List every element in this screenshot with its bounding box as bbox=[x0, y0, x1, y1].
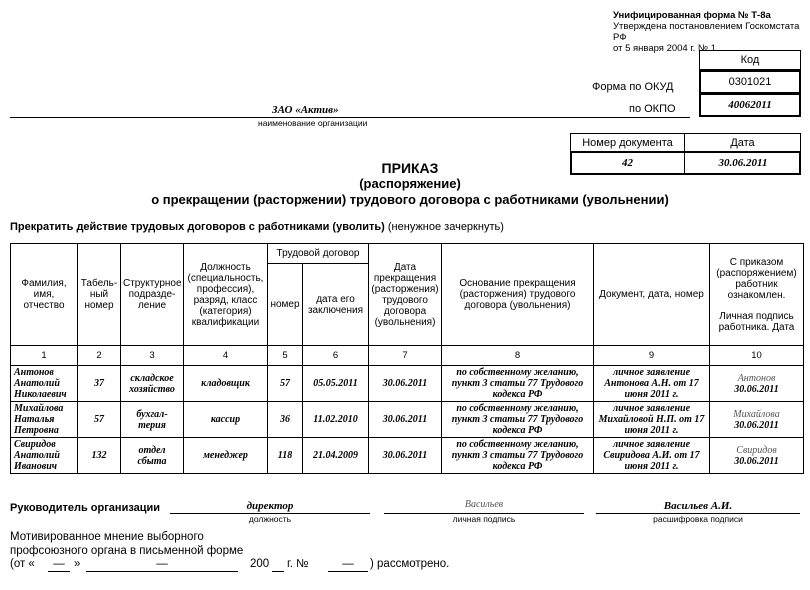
union-month: — bbox=[156, 558, 168, 570]
organization-name: ЗАО «Актив» bbox=[272, 104, 339, 116]
head-name-caption: расшифровка подписи bbox=[653, 514, 743, 524]
table-row bbox=[11, 438, 804, 474]
cell-basis: по собственному желанию, пункт 3 статьи 77 Трудового кодекса РФ bbox=[442, 402, 594, 438]
header-contract-date: дата его заключения bbox=[303, 264, 369, 346]
cell-document: личное заявление Свиридова А.И. от 17 июня 2011 г. bbox=[594, 438, 710, 474]
union-line1: Мотивированное мнение выборного bbox=[10, 531, 204, 543]
union-close-quote: » bbox=[74, 558, 81, 570]
cell-document: личное заявление Антонова А.Н. от 17 июня 2011 г. bbox=[594, 366, 710, 402]
col-number: 6 bbox=[303, 346, 369, 366]
header-contract-number: номер bbox=[268, 264, 303, 346]
form-title: Унифицированная форма № Т-8а bbox=[613, 10, 771, 21]
header-contract: Трудовой договор bbox=[268, 244, 369, 264]
header-tab-number: Табель-ный номер bbox=[78, 244, 121, 346]
union-line2: профсоюзного органа в письменной форме bbox=[10, 545, 244, 557]
union-year-suffix: г. № bbox=[287, 558, 309, 570]
header-fio: Фамилия, имя, отчество bbox=[11, 244, 78, 346]
title-subject: о прекращении (расторжении) трудового договора с работниками (увольнении) bbox=[151, 192, 669, 207]
union-year-line bbox=[272, 571, 284, 572]
cell-dismissal-date: 30.06.2011 bbox=[369, 402, 442, 438]
col-number: 2 bbox=[78, 346, 121, 366]
cell-position: кладовщик bbox=[184, 366, 268, 402]
cell-contract-number: 118 bbox=[268, 438, 303, 474]
union-open: (от « bbox=[10, 558, 35, 570]
union-month-line bbox=[86, 571, 238, 572]
cell-tab: 37 bbox=[78, 366, 121, 402]
union-number: — bbox=[342, 558, 354, 570]
okud-label: Форма по ОКУД bbox=[592, 81, 674, 93]
cell-basis: по собственному желанию, пункт 3 статьи 77 Трудового кодекса РФ bbox=[442, 366, 594, 402]
sign-date: 30.06.2011 bbox=[734, 419, 779, 431]
cell-basis: по собственному желанию, пункт 3 статьи 77 Трудового кодекса РФ bbox=[442, 438, 594, 474]
col-number: 10 bbox=[710, 346, 804, 366]
head-label: Руководитель организации bbox=[10, 502, 161, 514]
cell-document: личное заявление Михайловой Н.П. от 17 июня 2011 г. bbox=[594, 402, 710, 438]
header-position: Должность (специальность, профессия), разряд, класс (категория) квалификации bbox=[184, 244, 268, 346]
cell-tab: 57 bbox=[78, 402, 121, 438]
head-position-caption: должность bbox=[248, 514, 292, 524]
doc-number: 42 bbox=[622, 157, 633, 169]
cell-fio: Свиридов Анатолий Иванович bbox=[11, 438, 78, 474]
header-basis: Основание прекращения (расторжения) трудового договора (увольнения) bbox=[442, 244, 594, 346]
col-number: 4 bbox=[184, 346, 268, 366]
okpo-value: 40062011 bbox=[699, 93, 801, 117]
title-order: ПРИКАЗ bbox=[381, 160, 439, 176]
col-number: 7 bbox=[369, 346, 442, 366]
col-number: 1 bbox=[11, 346, 78, 366]
sign-date: 30.06.2011 bbox=[734, 455, 779, 467]
sign-date: 30.06.2011 bbox=[734, 383, 779, 395]
cell-dismissal-date: 30.06.2011 bbox=[369, 366, 442, 402]
cell-acknowledgement bbox=[710, 402, 804, 438]
col-number: 8 bbox=[442, 346, 594, 366]
dismissal-table bbox=[10, 243, 804, 474]
union-line3 bbox=[10, 558, 480, 572]
instruction-text: Прекратить действие трудовых договоров с работниками (уволить) bbox=[10, 221, 385, 233]
okpo-label: по ОКПО bbox=[629, 103, 676, 115]
organization-caption: наименование организации bbox=[258, 118, 368, 128]
col-number: 5 bbox=[268, 346, 303, 366]
instruction-note: (ненужное зачеркнуть) bbox=[387, 221, 504, 233]
header-dismissal-date: Дата прекращения (расторжения) трудового договора (увольнения) bbox=[369, 244, 442, 346]
cell-position: менеджер bbox=[184, 438, 268, 474]
cell-contract-date: 05.05.2011 bbox=[303, 366, 369, 402]
form-approval-date: от 5 января 2004 г. № 1 bbox=[613, 43, 717, 54]
cell-tab: 132 bbox=[78, 438, 121, 474]
cell-unit: складское хозяйство bbox=[121, 366, 184, 402]
cell-unit: бухгал-терия bbox=[121, 402, 184, 438]
cell-acknowledgement bbox=[710, 366, 804, 402]
doc-number-header: Номер документа bbox=[570, 133, 685, 152]
cell-contract-number: 57 bbox=[268, 366, 303, 402]
cell-position: кассир bbox=[184, 402, 268, 438]
col-number: 9 bbox=[594, 346, 710, 366]
employee-signature: Антонов bbox=[737, 372, 776, 384]
cell-contract-date: 21.04.2009 bbox=[303, 438, 369, 474]
union-year-prefix: 200 bbox=[250, 558, 270, 570]
table-row bbox=[11, 402, 804, 438]
head-signature-caption: личная подпись bbox=[452, 514, 516, 524]
title-instruction: (распоряжение) bbox=[359, 176, 461, 191]
doc-date-header: Дата bbox=[684, 133, 801, 152]
okud-value: 0301021 bbox=[699, 70, 801, 94]
cell-contract-date: 11.02.2010 bbox=[303, 402, 369, 438]
doc-date: 30.06.2011 bbox=[718, 157, 768, 169]
cell-dismissal-date: 30.06.2011 bbox=[369, 438, 442, 474]
head-name: Васильев А.И. bbox=[663, 500, 733, 512]
form-approval: Утверждена постановлением Госкомстата РФ bbox=[613, 21, 800, 43]
col-number: 3 bbox=[121, 346, 184, 366]
cell-contract-number: 36 bbox=[268, 402, 303, 438]
header-document: Документ, дата, номер bbox=[594, 244, 710, 346]
employee-signature: Михайлова bbox=[733, 408, 780, 420]
cell-fio: Михайлова Наталья Петровна bbox=[11, 402, 78, 438]
header-unit: Структурное подразде-ление bbox=[121, 244, 184, 346]
cell-fio: Антонов Анатолий Николаевич bbox=[11, 366, 78, 402]
union-number-line bbox=[328, 571, 368, 572]
header-acknowledged: С приказом (распоряжением) работник ознакомлен. Личная подпись работника. Дата bbox=[710, 244, 804, 346]
union-tail: ) рассмотрено. bbox=[370, 558, 450, 570]
cell-acknowledgement bbox=[710, 438, 804, 474]
union-day: — bbox=[53, 558, 65, 570]
head-signature: Васильев bbox=[464, 499, 504, 510]
table-row bbox=[11, 366, 804, 402]
employee-signature: Свиридов bbox=[736, 444, 777, 456]
head-position: директор bbox=[246, 500, 294, 512]
cell-unit: отдел сбыта bbox=[121, 438, 184, 474]
codes-header: Код bbox=[699, 50, 801, 70]
union-day-line bbox=[48, 571, 70, 572]
